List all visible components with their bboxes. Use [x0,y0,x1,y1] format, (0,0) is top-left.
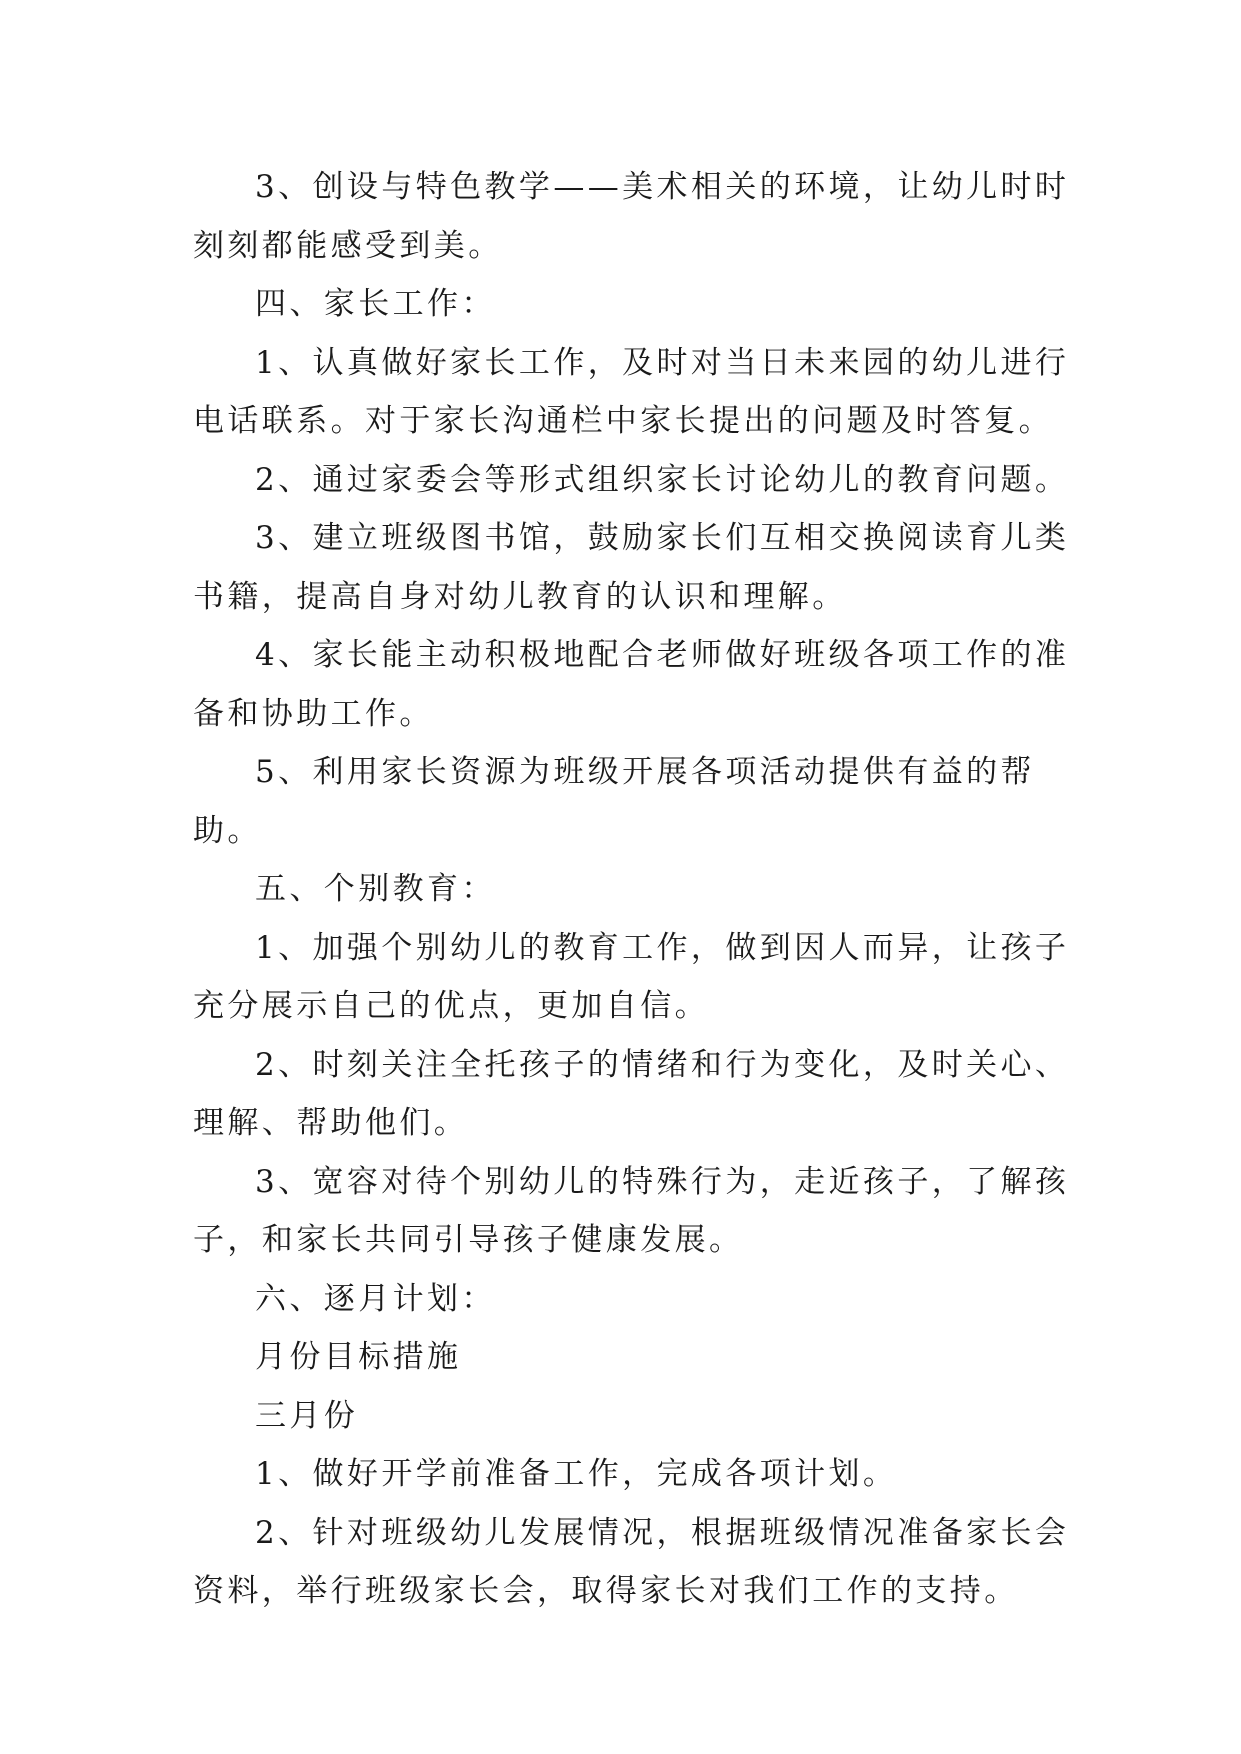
paragraph-parent-cooperation: 4、家长能主动积极地配合老师做好班级各项工作的准备和协助工作。 [193,637,1070,732]
paragraph-art-environment: 3、创设与特色教学——美术相关的环境，让幼儿时时刻刻都能感受到美。 [193,169,1070,264]
document-body [193,158,1073,1621]
paragraph-parent-committee: 2、通过家委会等形式组织家长讨论幼儿的教育问题。 [255,461,1070,498]
paragraph-boarding-children: 2、时刻关注全托孩子的情绪和行为变化，及时关心、理解、帮助他们。 [193,1046,1070,1141]
heading-monthly-plan: 六、逐月计划： [255,1280,496,1317]
paragraph-march-parent-meeting: 2、针对班级幼儿发展情况，根据班级情况准备家长会资料，举行班级家长会，取得家长对我们工作的支持。 [193,1514,1070,1609]
paragraph-class-library: 3、建立班级图书馆，鼓励家长们互相交换阅读育儿类书籍，提高自身对幼儿教育的认识和理解。 [193,520,1070,615]
heading-individual-education: 五、个别教育： [255,871,496,907]
paragraph-special-behavior: 3、宽容对待个别幼儿的特殊行为，走近孩子，了解孩子，和家长共同引导孩子健康发展。 [193,1163,1070,1258]
paragraph-march-preparation: 1、做好开学前准备工作，完成各项计划。 [255,1456,898,1492]
heading-parent-work: 四、家长工作： [255,286,496,322]
month-label-march: 三月份 [255,1397,359,1434]
paragraph-parent-resources: 5、利用家长资源为班级开展各项活动提供有益的帮助。 [193,754,1035,849]
paragraph-parent-contact: 1、认真做好家长工作，及时对当日未来园的幼儿进行电话联系。对于家长沟通栏中家长提出的问题及时答复。 [193,344,1070,439]
table-header-text: 月份目标措施 [255,1339,462,1375]
paragraph-individual-work: 1、加强个别幼儿的教育工作，做到因人而异，让孩子充分展示自己的优点，更加自信。 [193,929,1070,1024]
